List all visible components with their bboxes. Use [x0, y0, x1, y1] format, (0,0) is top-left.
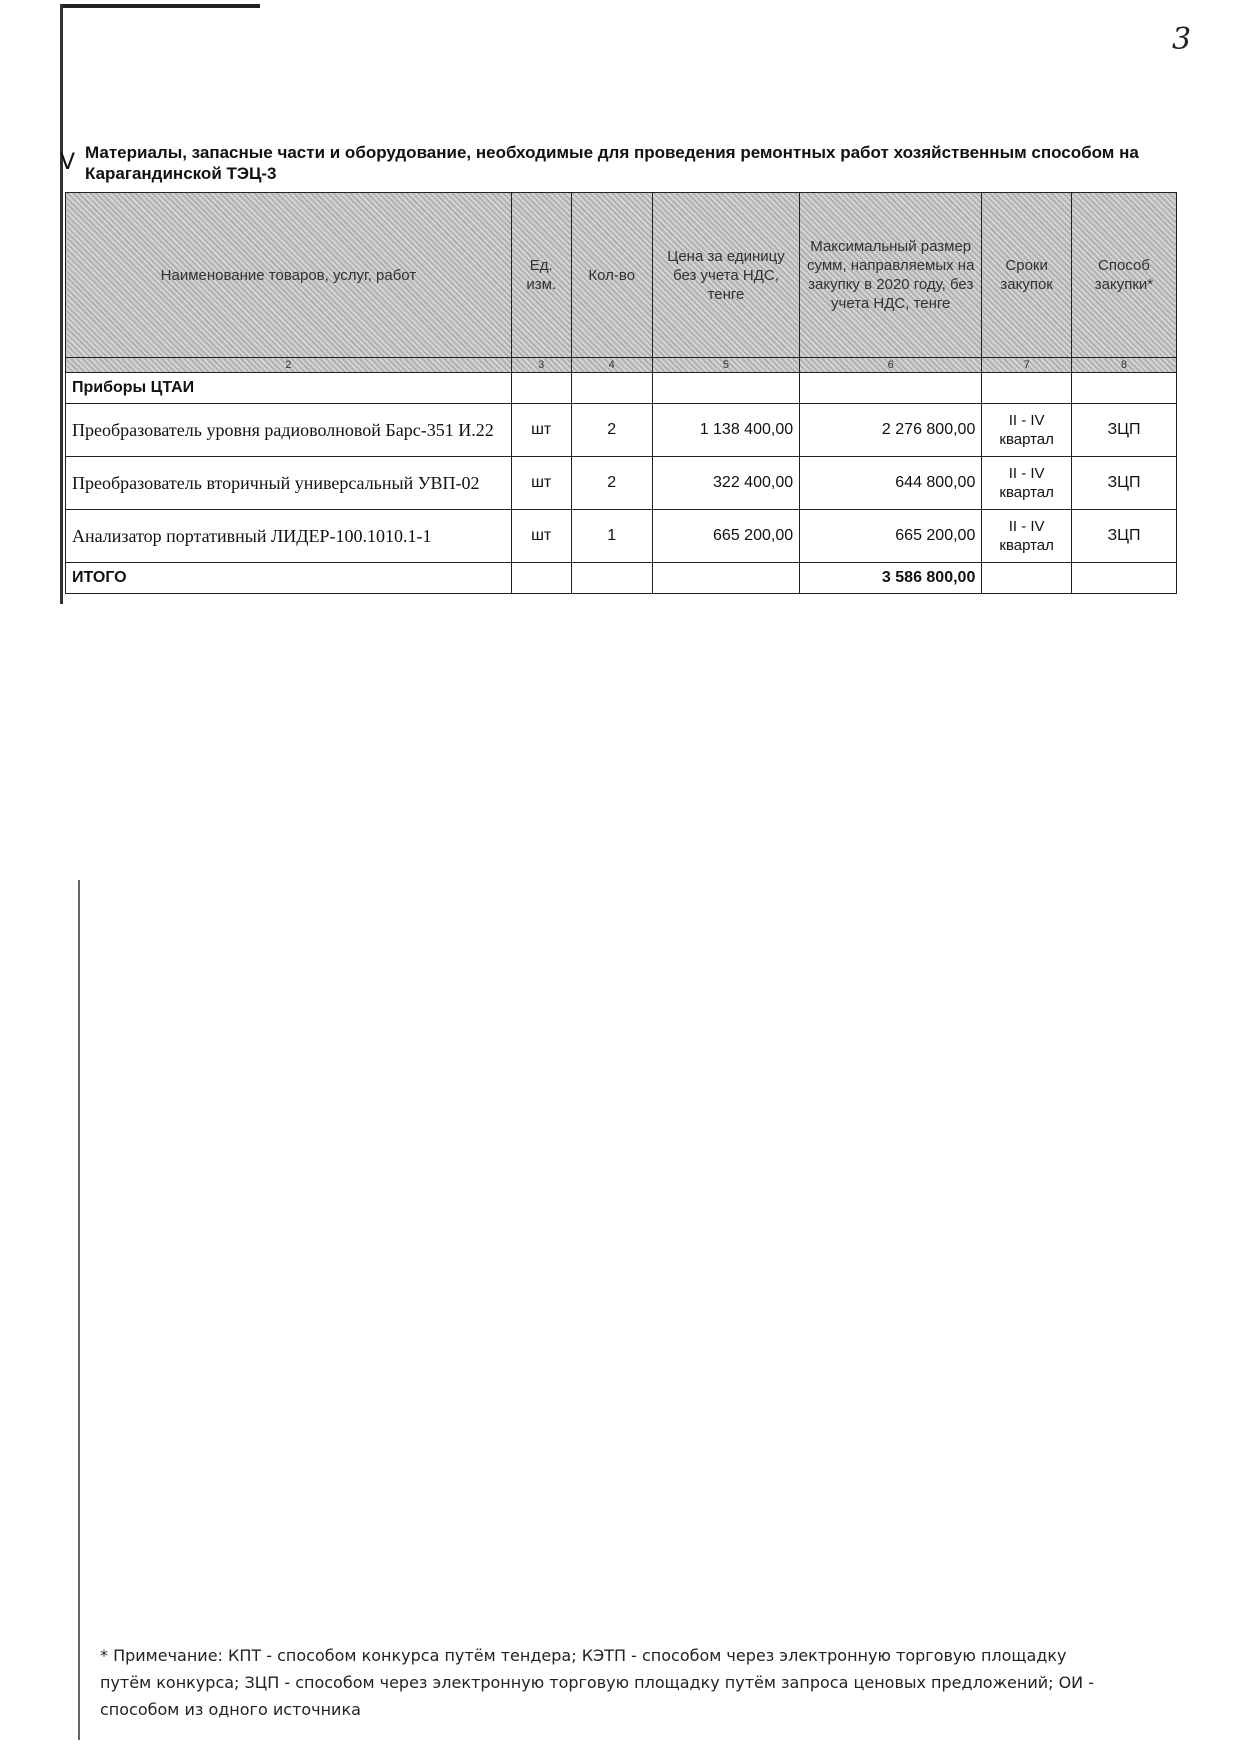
item-amount: 2 276 800,00 [800, 404, 982, 457]
header-amount: Максимальный размер сумм, направляемых на закупку в 2020 году, без учета НДС, тенге [800, 193, 982, 358]
table-row [66, 510, 1177, 563]
item-qty: 2 [571, 404, 652, 457]
header-method: Способ закупки* [1071, 193, 1176, 358]
item-qty: 2 [571, 457, 652, 510]
total-label: ИТОГО [66, 563, 512, 594]
total-amount: 3 586 800,00 [800, 563, 982, 594]
item-price: 1 138 400,00 [652, 404, 799, 457]
item-name: Преобразователь уровня радиоволновой Барс-351 И.22 [66, 404, 512, 457]
scan-edge [60, 4, 63, 604]
header-qty: Кол-во [571, 193, 652, 358]
item-amount: 644 800,00 [800, 457, 982, 510]
column-number: 5 [652, 358, 799, 373]
empty-cell [982, 373, 1072, 404]
table-header-row [66, 193, 1177, 358]
item-term: II - IV квартал [982, 404, 1072, 457]
table-row [66, 404, 1177, 457]
document-title: Материалы, запасные части и оборудование, необходимые для проведения ремонтных работ хозяйственным способом на Карагандинской ТЭЦ-3 [85, 143, 1139, 183]
column-number-row [66, 358, 1177, 373]
empty-cell [652, 373, 799, 404]
empty-cell [511, 373, 571, 404]
scan-edge [78, 880, 80, 1740]
header-term: Сроки закупок [982, 193, 1072, 358]
footnote: * Примечание: КПТ - способом конкурса путём тендера; КЭТП - способом через электронную торговую площадку путём конкурса; ЗЦП - способом через электронную торговую площадку путём запроса ценовых предложений; ОИ - способом из одного источника [100, 1646, 1095, 1719]
item-term: II - IV квартал [982, 457, 1072, 510]
header-price: Цена за единицу без учета НДС, тенге [652, 193, 799, 358]
empty-cell [800, 373, 982, 404]
item-term: II - IV квартал [982, 510, 1072, 563]
page-number: 3 [1172, 22, 1192, 57]
total-row [66, 563, 1177, 594]
item-method: ЗЦП [1071, 404, 1176, 457]
scan-edge [60, 4, 260, 8]
empty-cell [511, 563, 571, 594]
item-unit: шт [511, 404, 571, 457]
column-number: 3 [511, 358, 571, 373]
column-number: 4 [571, 358, 652, 373]
item-unit: шт [511, 510, 571, 563]
item-amount: 665 200,00 [800, 510, 982, 563]
section-title: Приборы ЦТАИ [66, 373, 512, 404]
margin-mark: V [60, 150, 76, 175]
empty-cell [571, 563, 652, 594]
column-number: 8 [1071, 358, 1176, 373]
item-method: ЗЦП [1071, 457, 1176, 510]
empty-cell [1071, 563, 1176, 594]
item-qty: 1 [571, 510, 652, 563]
header-unit: Ед. изм. [511, 193, 571, 358]
procurement-table [65, 192, 1177, 594]
empty-cell [982, 563, 1072, 594]
empty-cell [1071, 373, 1176, 404]
item-name: Анализатор портативный ЛИДЕР-100.1010.1-1 [66, 510, 512, 563]
empty-cell [571, 373, 652, 404]
column-number: 2 [66, 358, 512, 373]
item-unit: шт [511, 457, 571, 510]
item-method: ЗЦП [1071, 510, 1176, 563]
section-row [66, 373, 1177, 404]
column-number: 7 [982, 358, 1072, 373]
item-price: 322 400,00 [652, 457, 799, 510]
column-number: 6 [800, 358, 982, 373]
item-price: 665 200,00 [652, 510, 799, 563]
header-name: Наименование товаров, услуг, работ [66, 193, 512, 358]
item-name: Преобразователь вторичный универсальный УВП-02 [66, 457, 512, 510]
empty-cell [652, 563, 799, 594]
table-row [66, 457, 1177, 510]
